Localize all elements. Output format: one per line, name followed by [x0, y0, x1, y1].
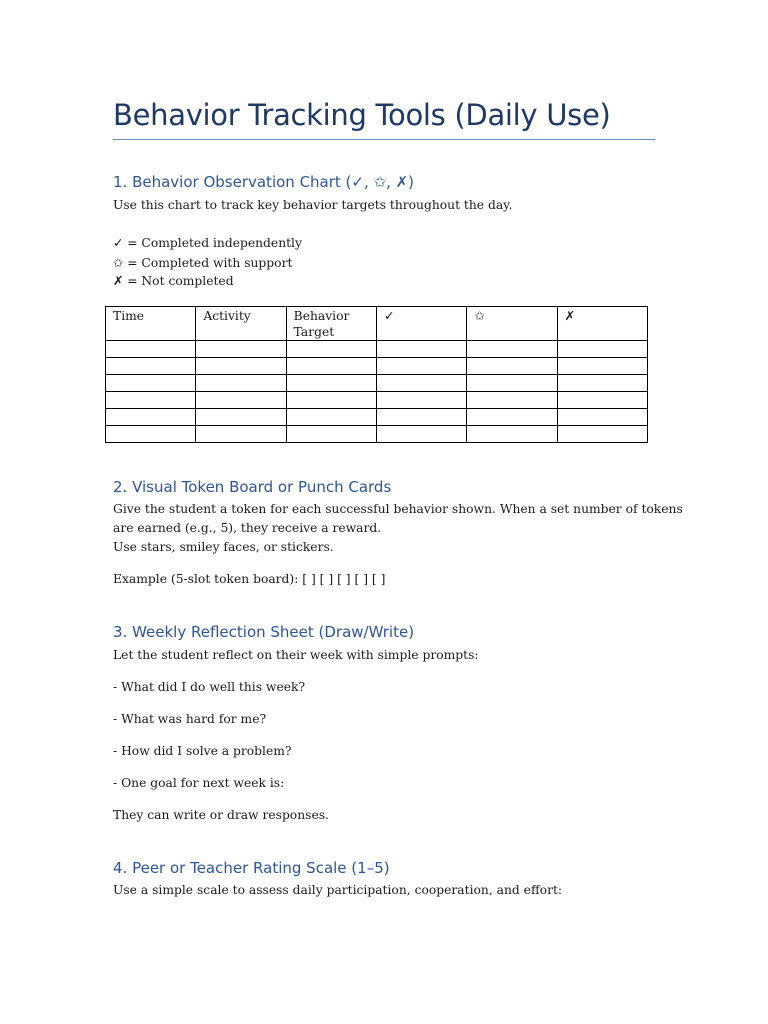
table-cell[interactable] — [286, 409, 376, 426]
header-cross: ✗ — [557, 307, 647, 341]
table-cell[interactable] — [106, 392, 196, 409]
observation-table — [105, 306, 648, 443]
section-2-line: are earned (e.g., 5), they receive a reward. — [113, 521, 382, 535]
legend-item-not-completed: ✗ = Not completed — [113, 274, 234, 288]
table-cell[interactable] — [376, 341, 466, 358]
table-cell[interactable] — [376, 375, 466, 392]
table-row — [106, 341, 648, 358]
table-cell[interactable] — [106, 409, 196, 426]
table-cell[interactable] — [557, 426, 647, 443]
table-cell[interactable] — [376, 409, 466, 426]
table-cell[interactable] — [106, 426, 196, 443]
table-cell[interactable] — [557, 409, 647, 426]
section-2-line: Give the student a token for each successful behavior shown. When a set number of tokens — [113, 502, 683, 516]
table-cell[interactable] — [467, 392, 557, 409]
table-cell[interactable] — [106, 341, 196, 358]
section-4-heading: 4. Peer or Teacher Rating Scale (1–5) — [113, 859, 390, 877]
table-cell[interactable] — [286, 392, 376, 409]
table-cell[interactable] — [106, 358, 196, 375]
table-cell[interactable] — [196, 358, 286, 375]
table-cell[interactable] — [557, 375, 647, 392]
table-cell[interactable] — [286, 358, 376, 375]
section-2-line: Use stars, smiley faces, or stickers. — [113, 540, 334, 554]
document-title: Behavior Tracking Tools (Daily Use) — [113, 98, 611, 132]
table-cell[interactable] — [557, 392, 647, 409]
header-behavior-target: Behavior Target — [286, 307, 376, 341]
table-cell[interactable] — [106, 375, 196, 392]
table-cell[interactable] — [376, 358, 466, 375]
table-cell[interactable] — [196, 341, 286, 358]
table-header-row — [106, 307, 648, 341]
reflection-prompt: - What did I do well this week? — [113, 680, 306, 694]
section-2-heading: 2. Visual Token Board or Punch Cards — [113, 478, 392, 496]
table-row — [106, 426, 648, 443]
header-star: ✩ — [467, 307, 557, 341]
table-cell[interactable] — [286, 426, 376, 443]
header-activity: Activity — [196, 307, 286, 341]
table-cell[interactable] — [557, 358, 647, 375]
legend-item-support: ✩ = Completed with support — [113, 256, 293, 270]
section-1-intro: Use this chart to track key behavior targets throughout the day. — [113, 198, 513, 212]
table-row — [106, 392, 648, 409]
section-1-heading: 1. Behavior Observation Chart (✓, ✩, ✗) — [113, 173, 415, 191]
section-3-heading: 3. Weekly Reflection Sheet (Draw/Write) — [113, 623, 415, 641]
table-cell[interactable] — [286, 341, 376, 358]
header-time: Time — [106, 307, 196, 341]
title-rule — [113, 139, 655, 140]
header-check: ✓ — [376, 307, 466, 341]
table-row — [106, 409, 648, 426]
section-3-line: Let the student reflect on their week with simple prompts: — [113, 648, 479, 662]
section-4-line: Use a simple scale to assess daily participation, cooperation, and effort: — [113, 883, 563, 897]
token-board-example: Example (5-slot token board): [ ] [ ] [ ] [ ] [ ] — [113, 572, 386, 586]
table-cell[interactable] — [467, 375, 557, 392]
table-cell[interactable] — [196, 409, 286, 426]
table-cell[interactable] — [467, 341, 557, 358]
table-cell[interactable] — [286, 375, 376, 392]
table-cell[interactable] — [376, 426, 466, 443]
reflection-prompt: - How did I solve a problem? — [113, 744, 292, 758]
table-cell[interactable] — [467, 358, 557, 375]
table-row — [106, 358, 648, 375]
table-cell[interactable] — [467, 426, 557, 443]
section-3-line: They can write or draw responses. — [113, 808, 329, 822]
table-row — [106, 375, 648, 392]
reflection-prompt: - One goal for next week is: — [113, 776, 285, 790]
table-cell[interactable] — [376, 392, 466, 409]
reflection-prompt: - What was hard for me? — [113, 712, 267, 726]
table-cell[interactable] — [196, 375, 286, 392]
table-cell[interactable] — [196, 392, 286, 409]
table-cell[interactable] — [196, 426, 286, 443]
table-cell[interactable] — [557, 341, 647, 358]
table-cell[interactable] — [467, 409, 557, 426]
legend-item-completed: ✓ = Completed independently — [113, 236, 302, 250]
